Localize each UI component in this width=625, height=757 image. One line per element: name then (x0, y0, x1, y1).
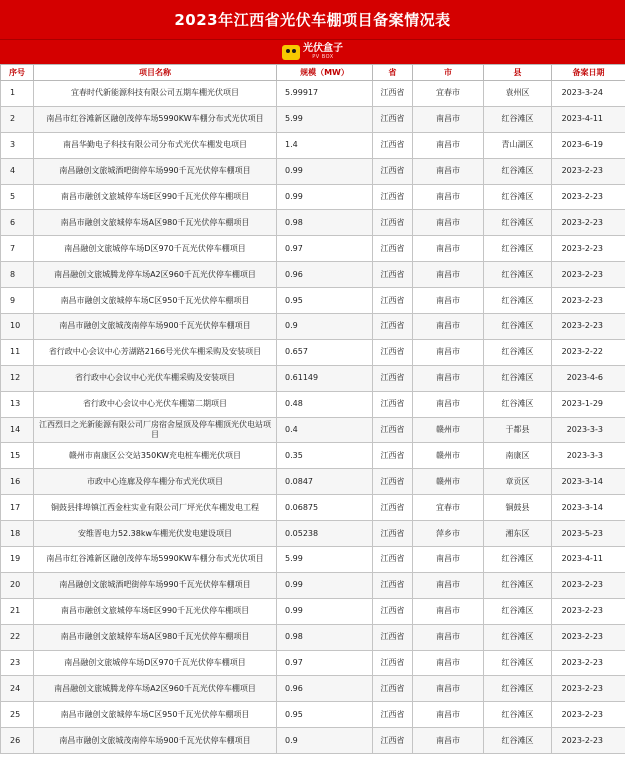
cell-record-date: 2023-3-3 (552, 443, 625, 469)
cell-county: 湘东区 (484, 521, 552, 547)
cell-index: 13 (1, 391, 34, 417)
cell-province: 江西省 (373, 521, 413, 547)
table-row (1, 702, 625, 728)
cell-capacity: 0.35 (277, 443, 373, 469)
table-row (1, 184, 625, 210)
cell-record-date: 2023-4-6 (552, 365, 625, 391)
cell-record-date: 2023-2-23 (552, 236, 625, 262)
cell-county: 南康区 (484, 443, 552, 469)
table-row (1, 365, 625, 391)
cell-province: 江西省 (373, 650, 413, 676)
table-row (1, 314, 625, 340)
pv-box-logo-icon (282, 45, 300, 60)
cell-capacity: 0.95 (277, 288, 373, 314)
cell-project-name: 南昌市融创文旅城停车场E区990千瓦光伏停车棚项目 (34, 184, 277, 210)
cell-province: 江西省 (373, 624, 413, 650)
cell-city: 南昌市 (413, 547, 484, 573)
cell-province: 江西省 (373, 702, 413, 728)
cell-index: 7 (1, 236, 34, 262)
cell-county: 红谷滩区 (484, 676, 552, 702)
cell-county: 红谷滩区 (484, 158, 552, 184)
cell-county: 红谷滩区 (484, 339, 552, 365)
cell-record-date: 2023-6-19 (552, 132, 625, 158)
cell-capacity: 0.61149 (277, 365, 373, 391)
cell-city: 南昌市 (413, 598, 484, 624)
cell-record-date: 2023-3-14 (552, 495, 625, 521)
cell-city: 南昌市 (413, 702, 484, 728)
cell-county: 红谷滩区 (484, 650, 552, 676)
cell-county: 红谷滩区 (484, 106, 552, 132)
cell-county: 红谷滩区 (484, 624, 552, 650)
cell-province: 江西省 (373, 314, 413, 340)
cell-capacity: 0.9 (277, 728, 373, 754)
cell-index: 25 (1, 702, 34, 728)
cell-county: 章贡区 (484, 469, 552, 495)
cell-capacity: 0.99 (277, 572, 373, 598)
cell-county: 铜鼓县 (484, 495, 552, 521)
cell-capacity: 0.97 (277, 236, 373, 262)
table-row (1, 650, 625, 676)
cell-county: 红谷滩区 (484, 391, 552, 417)
cell-index: 1 (1, 81, 34, 107)
cell-county: 袁州区 (484, 81, 552, 107)
cell-record-date: 2023-4-11 (552, 106, 625, 132)
cell-record-date: 2023-4-11 (552, 547, 625, 573)
project-table (0, 64, 625, 754)
table-row (1, 288, 625, 314)
cell-county: 红谷滩区 (484, 314, 552, 340)
cell-province: 江西省 (373, 132, 413, 158)
column-header-project-name: 项目名称 (34, 65, 277, 81)
cell-county: 红谷滩区 (484, 365, 552, 391)
cell-project-name: 南昌融创文旅城停车场D区970千瓦光伏停车棚项目 (34, 236, 277, 262)
table-row (1, 624, 625, 650)
cell-city: 南昌市 (413, 288, 484, 314)
table-header-row (1, 65, 625, 81)
cell-project-name: 铜鼓县排埠镇江西金柱实业有限公司厂坪光伏车棚发电工程 (34, 495, 277, 521)
sheet-title: 2023年江西省光伏车棚项目备案情况表 (0, 0, 625, 39)
cell-project-name: 宜春时代新能源科技有限公司五期车棚光伏项目 (34, 81, 277, 107)
cell-city: 赣州市 (413, 469, 484, 495)
cell-record-date: 2023-2-23 (552, 650, 625, 676)
cell-project-name: 南昌市红谷滩新区融创茂停车场5990KW车棚分布式光伏项目 (34, 106, 277, 132)
cell-city: 南昌市 (413, 391, 484, 417)
table-row (1, 158, 625, 184)
cell-project-name: 省行政中心会议中心光伏车棚采购及安装项目 (34, 365, 277, 391)
cell-province: 江西省 (373, 210, 413, 236)
cell-record-date: 2023-2-23 (552, 624, 625, 650)
cell-city: 南昌市 (413, 158, 484, 184)
cell-index: 15 (1, 443, 34, 469)
column-header-record-date: 备案日期 (552, 65, 625, 81)
table-row (1, 521, 625, 547)
cell-province: 江西省 (373, 365, 413, 391)
logo-name: 光伏盒子 (303, 43, 343, 54)
cell-city: 赣州市 (413, 417, 484, 443)
table-row (1, 443, 625, 469)
table-row (1, 81, 625, 107)
cell-county: 红谷滩区 (484, 184, 552, 210)
cell-index: 5 (1, 184, 34, 210)
pv-box-logo (282, 44, 343, 60)
cell-index: 26 (1, 728, 34, 754)
cell-index: 21 (1, 598, 34, 624)
cell-record-date: 2023-2-23 (552, 702, 625, 728)
column-header-index: 序号 (1, 65, 34, 81)
cell-index: 24 (1, 676, 34, 702)
cell-project-name: 南昌市融创文旅城停车场C区950千瓦光伏停车棚项目 (34, 288, 277, 314)
cell-project-name: 江西烈日之光新能源有限公司厂房宿舍屋顶及停车棚顶光伏电站项目 (34, 417, 277, 443)
cell-project-name: 省行政中心会议中心光伏车棚第二期项目 (34, 391, 277, 417)
cell-capacity: 0.98 (277, 210, 373, 236)
cell-capacity: 0.99 (277, 598, 373, 624)
cell-province: 江西省 (373, 417, 413, 443)
cell-city: 南昌市 (413, 262, 484, 288)
cell-index: 10 (1, 314, 34, 340)
table-row (1, 262, 625, 288)
cell-record-date: 2023-2-23 (552, 572, 625, 598)
cell-index: 20 (1, 572, 34, 598)
cell-index: 16 (1, 469, 34, 495)
cell-province: 江西省 (373, 495, 413, 521)
cell-record-date: 2023-2-23 (552, 676, 625, 702)
cell-province: 江西省 (373, 106, 413, 132)
cell-project-name: 南昌融创文旅城酒吧街停车场990千瓦光伏停车棚项目 (34, 572, 277, 598)
cell-city: 赣州市 (413, 443, 484, 469)
cell-project-name: 南昌市融创文旅城停车场C区950千瓦光伏停车棚项目 (34, 702, 277, 728)
cell-record-date: 2023-2-23 (552, 288, 625, 314)
cell-project-name: 南昌市红谷滩新区融创茂停车场5990KW车棚分布式光伏项目 (34, 547, 277, 573)
cell-province: 江西省 (373, 288, 413, 314)
cell-index: 11 (1, 339, 34, 365)
cell-record-date: 2023-2-23 (552, 210, 625, 236)
table-row (1, 547, 625, 573)
cell-capacity: 0.99 (277, 158, 373, 184)
cell-city: 南昌市 (413, 210, 484, 236)
cell-province: 江西省 (373, 728, 413, 754)
cell-project-name: 南昌市融创文旅城停车场E区990千瓦光伏停车棚项目 (34, 598, 277, 624)
cell-project-name: 南昌市融创文旅城停车场A区980千瓦光伏停车棚项目 (34, 624, 277, 650)
cell-record-date: 2023-2-23 (552, 314, 625, 340)
cell-city: 南昌市 (413, 184, 484, 210)
cell-record-date: 2023-2-23 (552, 598, 625, 624)
cell-index: 3 (1, 132, 34, 158)
cell-capacity: 0.06875 (277, 495, 373, 521)
cell-record-date: 2023-2-23 (552, 262, 625, 288)
cell-capacity: 0.98 (277, 624, 373, 650)
column-header-province: 省 (373, 65, 413, 81)
cell-county: 红谷滩区 (484, 547, 552, 573)
cell-county: 红谷滩区 (484, 288, 552, 314)
table-row (1, 210, 625, 236)
cell-record-date: 2023-3-3 (552, 417, 625, 443)
cell-city: 宜春市 (413, 495, 484, 521)
cell-city: 萍乡市 (413, 521, 484, 547)
cell-project-name: 南昌融创文旅城酒吧街停车场990千瓦光伏停车棚项目 (34, 158, 277, 184)
table-row (1, 106, 625, 132)
cell-city: 南昌市 (413, 728, 484, 754)
cell-city: 宜春市 (413, 81, 484, 107)
cell-capacity: 0.05238 (277, 521, 373, 547)
cell-city: 南昌市 (413, 676, 484, 702)
cell-city: 南昌市 (413, 132, 484, 158)
cell-project-name: 南昌华勤电子科技有限公司分布式光伏车棚发电项目 (34, 132, 277, 158)
table-row (1, 676, 625, 702)
table-row (1, 495, 625, 521)
cell-province: 江西省 (373, 158, 413, 184)
cell-county: 红谷滩区 (484, 728, 552, 754)
cell-capacity: 5.99917 (277, 81, 373, 107)
table-row (1, 236, 625, 262)
cell-city: 南昌市 (413, 236, 484, 262)
cell-index: 4 (1, 158, 34, 184)
cell-index: 19 (1, 547, 34, 573)
cell-project-name: 省行政中心会议中心芳湖路2166号光伏车棚采购及安装项目 (34, 339, 277, 365)
cell-project-name: 赣州市南康区公交站350KW充电桩车棚光伏项目 (34, 443, 277, 469)
cell-city: 南昌市 (413, 572, 484, 598)
cell-project-name: 市政中心连廊及停车棚分布式光伏项目 (34, 469, 277, 495)
cell-province: 江西省 (373, 339, 413, 365)
column-header-city: 市 (413, 65, 484, 81)
cell-city: 南昌市 (413, 339, 484, 365)
cell-county: 红谷滩区 (484, 572, 552, 598)
cell-record-date: 2023-3-24 (552, 81, 625, 107)
cell-capacity: 0.96 (277, 262, 373, 288)
cell-record-date: 2023-2-23 (552, 184, 625, 210)
cell-record-date: 2023-2-22 (552, 339, 625, 365)
cell-county: 红谷滩区 (484, 236, 552, 262)
cell-province: 江西省 (373, 391, 413, 417)
cell-province: 江西省 (373, 676, 413, 702)
cell-capacity: 5.99 (277, 106, 373, 132)
table-row (1, 391, 625, 417)
table-row (1, 598, 625, 624)
cell-province: 江西省 (373, 184, 413, 210)
cell-project-name: 南昌市融创文旅城茂南停车场900千瓦光伏停车棚项目 (34, 314, 277, 340)
cell-city: 南昌市 (413, 365, 484, 391)
cell-county: 青山湖区 (484, 132, 552, 158)
cell-index: 14 (1, 417, 34, 443)
cell-city: 南昌市 (413, 314, 484, 340)
cell-capacity: 0.97 (277, 650, 373, 676)
cell-index: 12 (1, 365, 34, 391)
table-row (1, 339, 625, 365)
cell-project-name: 安维晋电力52.38kw车棚光伏发电建设项目 (34, 521, 277, 547)
cell-province: 江西省 (373, 469, 413, 495)
cell-record-date: 2023-2-23 (552, 158, 625, 184)
table-row (1, 469, 625, 495)
cell-city: 南昌市 (413, 650, 484, 676)
logo-bar (0, 39, 625, 64)
cell-county: 红谷滩区 (484, 598, 552, 624)
cell-province: 江西省 (373, 81, 413, 107)
cell-record-date: 2023-3-14 (552, 469, 625, 495)
cell-index: 17 (1, 495, 34, 521)
cell-index: 9 (1, 288, 34, 314)
cell-project-name: 南昌市融创文旅城停车场A区980千瓦光伏停车棚项目 (34, 210, 277, 236)
logo-subtitle: PV BOX (312, 54, 334, 60)
cell-index: 23 (1, 650, 34, 676)
cell-province: 江西省 (373, 262, 413, 288)
table-row (1, 728, 625, 754)
table-row (1, 132, 625, 158)
cell-county: 红谷滩区 (484, 210, 552, 236)
cell-project-name: 南昌融创文旅城腾龙停车场A2区960千瓦光伏停车棚项目 (34, 262, 277, 288)
cell-province: 江西省 (373, 598, 413, 624)
cell-county: 红谷滩区 (484, 702, 552, 728)
column-header-county: 县 (484, 65, 552, 81)
cell-province: 江西省 (373, 572, 413, 598)
cell-capacity: 1.4 (277, 132, 373, 158)
column-header-capacity: 规模（MW） (277, 65, 373, 81)
cell-capacity: 0.4 (277, 417, 373, 443)
cell-index: 6 (1, 210, 34, 236)
cell-province: 江西省 (373, 236, 413, 262)
cell-county: 于都县 (484, 417, 552, 443)
cell-project-name: 南昌融创文旅城腾龙停车场A2区960千瓦光伏停车棚项目 (34, 676, 277, 702)
cell-capacity: 0.48 (277, 391, 373, 417)
cell-capacity: 0.95 (277, 702, 373, 728)
cell-project-name: 南昌市融创文旅城茂南停车场900千瓦光伏停车棚项目 (34, 728, 277, 754)
cell-record-date: 2023-1-29 (552, 391, 625, 417)
cell-county: 红谷滩区 (484, 262, 552, 288)
cell-index: 2 (1, 106, 34, 132)
cell-province: 江西省 (373, 443, 413, 469)
cell-capacity: 0.657 (277, 339, 373, 365)
cell-index: 8 (1, 262, 34, 288)
cell-index: 22 (1, 624, 34, 650)
cell-capacity: 0.99 (277, 184, 373, 210)
cell-city: 南昌市 (413, 106, 484, 132)
table-row (1, 572, 625, 598)
cell-capacity: 0.9 (277, 314, 373, 340)
cell-capacity: 5.99 (277, 547, 373, 573)
cell-index: 18 (1, 521, 34, 547)
cell-province: 江西省 (373, 547, 413, 573)
cell-city: 南昌市 (413, 624, 484, 650)
cell-record-date: 2023-5-23 (552, 521, 625, 547)
cell-capacity: 0.96 (277, 676, 373, 702)
cell-record-date: 2023-2-23 (552, 728, 625, 754)
table-row (1, 417, 625, 443)
cell-capacity: 0.0847 (277, 469, 373, 495)
cell-project-name: 南昌融创文旅城停车场D区970千瓦光伏停车棚项目 (34, 650, 277, 676)
